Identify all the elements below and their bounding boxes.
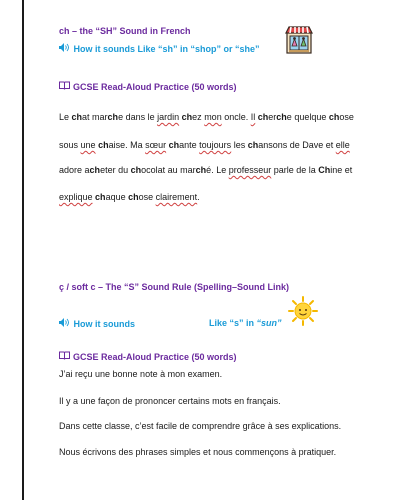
section1-line-2	[59, 140, 350, 150]
line-segment: parle de la	[271, 165, 319, 175]
section1-practice-heading-text: GCSE Read-Aloud Practice (50 words)	[73, 82, 237, 92]
line-segment: ch	[130, 165, 142, 175]
line-segment: quelque	[291, 112, 329, 122]
line-segment: ch	[98, 140, 109, 150]
line-segment: une	[80, 140, 96, 150]
section2-line-2: Il y a une façon de prononcer certains mots en français.	[59, 396, 281, 406]
line-segment: toujours	[199, 140, 232, 150]
line-segment: dans le	[123, 112, 158, 122]
line-segment: les	[231, 140, 248, 150]
line-segment: ose	[138, 192, 156, 202]
line-segment: mar	[92, 112, 108, 122]
line-segment: ch	[71, 112, 83, 122]
line-segment: ch	[328, 112, 340, 122]
shop-icon	[283, 24, 315, 56]
line-segment: du	[115, 165, 131, 175]
section2-practice-heading	[59, 351, 237, 362]
section2-title: ç / soft c – The “S” Sound Rule (Spelling–Sound Link)	[59, 282, 290, 292]
section1-line-1	[59, 112, 354, 122]
line-segment: ch	[107, 112, 119, 122]
speaker-icon	[59, 43, 71, 54]
line-segment: a	[84, 165, 90, 175]
line-segment: au	[165, 165, 181, 175]
line-segment: Le	[59, 112, 72, 122]
page-margin-line	[22, 0, 24, 500]
line-segment: elle	[335, 140, 350, 150]
section2-like-label: Like “s” in	[209, 318, 257, 328]
line-segment: ch	[247, 140, 259, 150]
line-segment: ch	[257, 112, 269, 122]
line-segment: ocolat	[141, 165, 166, 175]
line-segment: ine et	[330, 165, 353, 175]
line-segment: ez	[192, 112, 202, 122]
line-segment: ch	[95, 192, 106, 202]
line-segment: . Le	[211, 165, 229, 175]
section2-practice-heading-text: GCSE Read-Aloud Practice (50 words)	[73, 352, 237, 362]
line-segment: e	[118, 112, 124, 122]
line-segment: adore	[59, 165, 85, 175]
line-segment: jardin	[157, 112, 180, 122]
line-segment: ch	[181, 112, 193, 122]
book-icon	[59, 81, 70, 92]
section1-sound-row	[59, 43, 260, 54]
line-segment: ch	[195, 165, 207, 175]
line-segment: mar	[180, 165, 196, 175]
speaker-icon	[59, 318, 71, 329]
section1-title: ch – the “SH” Sound in French	[59, 26, 191, 36]
line-segment: .	[197, 192, 200, 202]
section1-practice-heading	[59, 81, 237, 92]
section2-line-1: J’ai reçu une bonne note à mon examen.	[59, 369, 223, 379]
line-segment: explique	[59, 192, 93, 202]
line-segment: sous	[59, 140, 81, 150]
line-segment: er	[268, 112, 277, 122]
section2-line-3: Dans cette classe, c’est facile de comprendre grâce à ses explications.	[59, 421, 342, 431]
line-segment: at	[82, 112, 93, 122]
section1-line-3	[59, 165, 352, 175]
line-segment: sœur	[145, 140, 167, 150]
section2-line-4: Nous écrivons des phrases simples et nous commençons à pratiquer.	[59, 447, 337, 457]
sun-icon	[287, 295, 319, 327]
line-segment: é	[206, 165, 212, 175]
section2-like-row	[209, 318, 282, 328]
line-segment: Il	[250, 112, 256, 122]
line-segment: ch	[89, 165, 101, 175]
line-segment: clairement	[155, 192, 198, 202]
line-segment: ose	[339, 112, 354, 122]
line-segment: ch	[128, 192, 139, 202]
section2-sound-row	[59, 318, 135, 329]
line-segment: aque	[105, 192, 126, 202]
section2-sound-label: How it sounds	[73, 319, 136, 329]
line-segment: mon	[204, 112, 222, 122]
line-segment: ante	[179, 140, 200, 150]
line-segment: ansons de Dave et	[258, 140, 336, 150]
line-segment: oncle.	[221, 112, 251, 122]
section1-sound-label: How it sounds Like “sh” in “shop” or “she”	[73, 44, 260, 54]
line-segment: eter	[100, 165, 116, 175]
line-segment: aise. Ma	[108, 140, 146, 150]
line-segment: ch	[276, 112, 287, 122]
line-segment: Ch	[318, 165, 331, 175]
book-icon	[59, 351, 70, 362]
line-segment: e	[286, 112, 292, 122]
line-segment: ch	[168, 140, 180, 150]
section2-like-word: “sun”	[256, 318, 282, 328]
section1-line-4	[59, 192, 200, 202]
line-segment: professeur	[228, 165, 272, 175]
